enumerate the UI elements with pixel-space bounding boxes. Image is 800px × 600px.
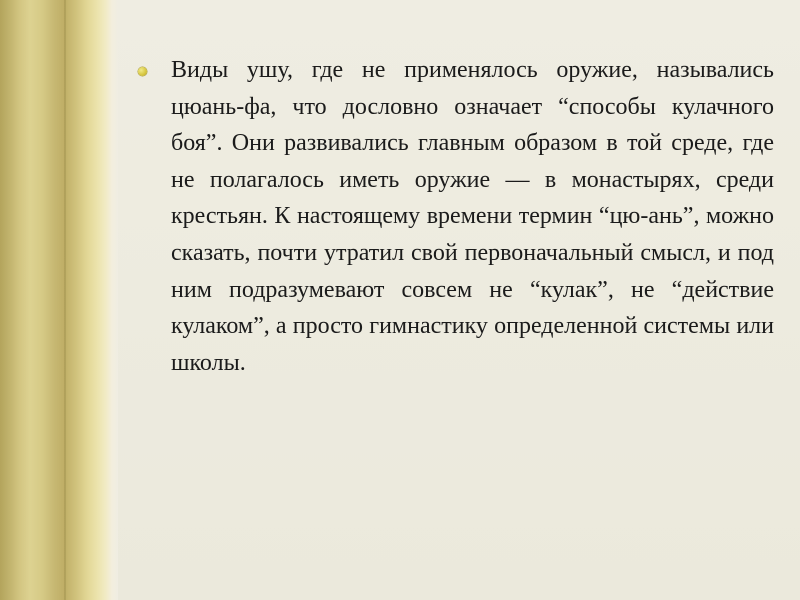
decorative-side-stripe: [0, 0, 118, 600]
bullet-dot-icon: [138, 67, 147, 76]
bullet-item: [138, 52, 774, 381]
slide-content: [138, 52, 774, 381]
bullet-text: Виды ушу, где не применялось оружие, назывались цюань-фа, что дословно означает “способы кулачного боя”. Они развивались главным образом в той среде, где не полагалось иметь оружие — в монастырях, среди крестьян. К настоящему времени термин “цю-ань”, можно сказать, почти утратил свой первоначальный смысл, и под ним подразумевают совсем не “кулак”, не “действие кулаком”, а просто гимнастику определенной системы или школы.: [171, 57, 774, 376]
